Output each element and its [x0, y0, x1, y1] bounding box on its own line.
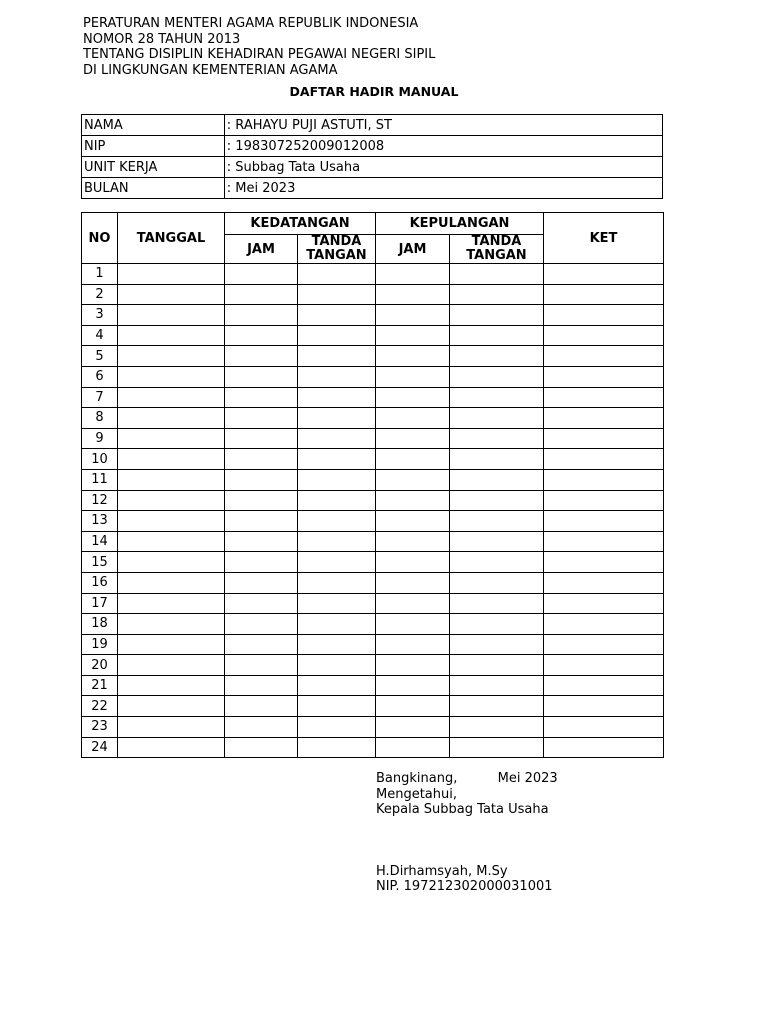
row-number: 16 — [82, 572, 118, 593]
info-row-nama — [82, 115, 663, 136]
row-number: 13 — [82, 511, 118, 532]
regulation-header — [83, 16, 435, 78]
table-cell — [225, 346, 298, 367]
row-number: 4 — [82, 325, 118, 346]
table-row — [82, 284, 664, 305]
table-cell — [118, 717, 225, 738]
table-cell — [376, 634, 450, 655]
header-ket: KET — [544, 213, 664, 264]
header-line: TENTANG DISIPLIN KEHADIRAN PEGAWAI NEGERI SIPIL — [83, 47, 436, 62]
tanda-label: TANDA — [471, 234, 522, 249]
table-cell — [118, 593, 225, 614]
table-cell — [450, 346, 544, 367]
table-cell — [118, 469, 225, 490]
info-label: BULAN — [82, 178, 225, 199]
row-number: 17 — [82, 593, 118, 614]
table-cell — [450, 469, 544, 490]
table-cell — [298, 675, 376, 696]
row-number: 7 — [82, 387, 118, 408]
attendance-rows — [82, 264, 664, 758]
table-cell — [298, 572, 376, 593]
table-cell — [544, 675, 664, 696]
table-cell — [118, 449, 225, 470]
row-number: 11 — [82, 469, 118, 490]
row-number: 14 — [82, 531, 118, 552]
table-cell — [298, 264, 376, 285]
table-cell — [450, 655, 544, 676]
table-cell — [225, 675, 298, 696]
table-cell — [118, 531, 225, 552]
table-cell — [376, 469, 450, 490]
table-cell — [225, 366, 298, 387]
table-cell — [376, 531, 450, 552]
table-cell — [118, 284, 225, 305]
table-cell — [450, 572, 544, 593]
table-row — [82, 305, 664, 326]
signer-position: Kepala Subbag Tata Usaha — [376, 802, 549, 817]
table-cell — [298, 305, 376, 326]
header-no: NO — [82, 213, 118, 264]
header-line: NOMOR 28 TAHUN 2013 — [83, 31, 241, 47]
table-cell — [376, 614, 450, 635]
table-cell — [450, 408, 544, 429]
row-number: 20 — [82, 655, 118, 676]
table-cell — [118, 655, 225, 676]
table-cell — [544, 449, 664, 470]
row-number: 15 — [82, 552, 118, 573]
table-cell — [225, 572, 298, 593]
table-cell — [298, 284, 376, 305]
table-cell — [118, 675, 225, 696]
table-cell — [376, 737, 450, 758]
table-cell — [118, 325, 225, 346]
table-cell — [225, 696, 298, 717]
table-cell — [544, 614, 664, 635]
table-row — [82, 346, 664, 367]
table-cell — [118, 428, 225, 449]
table-cell — [298, 387, 376, 408]
table-cell — [544, 346, 664, 367]
table-cell — [118, 634, 225, 655]
table-cell — [118, 346, 225, 367]
table-cell — [376, 696, 450, 717]
table-cell — [450, 449, 544, 470]
table-cell — [225, 737, 298, 758]
table-row — [82, 490, 664, 511]
table-cell — [376, 264, 450, 285]
table-cell — [544, 325, 664, 346]
table-cell — [118, 387, 225, 408]
info-label: NIP — [82, 136, 225, 157]
table-cell — [544, 284, 664, 305]
table-row — [82, 737, 664, 758]
table-cell — [544, 552, 664, 573]
table-cell — [225, 387, 298, 408]
table-cell — [450, 490, 544, 511]
info-value: : Subbag Tata Usaha — [224, 157, 662, 178]
table-cell — [544, 387, 664, 408]
table-cell — [450, 696, 544, 717]
table-cell — [450, 305, 544, 326]
table-cell — [225, 264, 298, 285]
signer-name: H.Dirhamsyah, M.Sy — [376, 863, 508, 879]
tangan-label: TANGAN — [306, 248, 367, 263]
table-cell — [544, 593, 664, 614]
row-number: 19 — [82, 634, 118, 655]
table-row — [82, 634, 664, 655]
header-tanda-tangan-kedatangan — [298, 235, 376, 264]
table-cell — [450, 634, 544, 655]
table-cell — [225, 284, 298, 305]
table-cell — [298, 511, 376, 532]
table-cell — [450, 325, 544, 346]
header-kepulangan: KEPULANGAN — [376, 213, 544, 235]
info-row-unit-kerja — [82, 157, 663, 178]
table-cell — [225, 511, 298, 532]
table-cell — [118, 572, 225, 593]
table-cell — [544, 531, 664, 552]
place-date-line — [376, 771, 558, 787]
table-row — [82, 593, 664, 614]
row-number: 5 — [82, 346, 118, 367]
table-cell — [376, 511, 450, 532]
header-jam-kepulangan: JAM — [376, 235, 450, 264]
table-cell — [225, 449, 298, 470]
table-row — [82, 655, 664, 676]
table-cell — [376, 593, 450, 614]
header-kedatangan: KEDATANGAN — [225, 213, 376, 235]
table-cell — [450, 387, 544, 408]
table-cell — [298, 634, 376, 655]
table-cell — [450, 552, 544, 573]
table-cell — [376, 428, 450, 449]
header-jam-kedatangan: JAM — [225, 235, 298, 264]
table-cell — [225, 325, 298, 346]
table-cell — [225, 634, 298, 655]
employee-info-table — [81, 114, 663, 199]
table-cell — [450, 366, 544, 387]
info-row-nip — [82, 136, 663, 157]
table-cell — [298, 366, 376, 387]
row-number: 21 — [82, 675, 118, 696]
table-cell — [450, 264, 544, 285]
table-cell — [225, 531, 298, 552]
table-cell — [544, 634, 664, 655]
table-row — [82, 717, 664, 738]
row-number: 6 — [82, 366, 118, 387]
table-row — [82, 572, 664, 593]
table-cell — [298, 346, 376, 367]
table-cell — [118, 305, 225, 326]
table-cell — [544, 511, 664, 532]
info-value: : Mei 2023 — [224, 178, 662, 199]
table-cell — [376, 408, 450, 429]
table-cell — [298, 737, 376, 758]
table-row — [82, 387, 664, 408]
row-number: 10 — [82, 449, 118, 470]
row-number: 3 — [82, 305, 118, 326]
table-cell — [450, 284, 544, 305]
table-cell — [544, 737, 664, 758]
table-cell — [225, 305, 298, 326]
table-cell — [544, 264, 664, 285]
table-cell — [225, 490, 298, 511]
table-cell — [118, 408, 225, 429]
table-cell — [298, 325, 376, 346]
table-row — [82, 428, 664, 449]
tangan-label: TANGAN — [466, 248, 527, 263]
row-number: 9 — [82, 428, 118, 449]
table-cell — [118, 614, 225, 635]
table-cell — [450, 428, 544, 449]
table-cell — [450, 511, 544, 532]
table-cell — [376, 449, 450, 470]
table-cell — [544, 572, 664, 593]
table-row — [82, 325, 664, 346]
header-line: PERATURAN MENTERI AGAMA REPUBLIK INDONESIA — [83, 16, 419, 31]
table-row — [82, 675, 664, 696]
table-cell — [118, 490, 225, 511]
table-cell — [450, 593, 544, 614]
signature-block — [376, 771, 558, 895]
table-cell — [225, 408, 298, 429]
signer-nip: NIP. 197212302000031001 — [376, 879, 553, 894]
attendance-table — [81, 212, 664, 758]
table-cell — [544, 469, 664, 490]
table-cell — [450, 614, 544, 635]
info-value: : 198307252009012008 — [224, 136, 662, 157]
table-cell — [225, 469, 298, 490]
header-tanggal: TANGGAL — [118, 213, 225, 264]
row-number: 12 — [82, 490, 118, 511]
table-cell — [298, 490, 376, 511]
table-row — [82, 531, 664, 552]
table-cell — [450, 737, 544, 758]
table-cell — [298, 593, 376, 614]
table-cell — [298, 696, 376, 717]
table-cell — [118, 511, 225, 532]
table-cell — [450, 675, 544, 696]
row-number: 23 — [82, 717, 118, 738]
table-cell — [298, 531, 376, 552]
table-cell — [118, 264, 225, 285]
table-row — [82, 449, 664, 470]
table-cell — [118, 737, 225, 758]
table-cell — [298, 552, 376, 573]
document-title: DAFTAR HADIR MANUAL — [289, 84, 459, 99]
table-cell — [118, 696, 225, 717]
table-cell — [376, 346, 450, 367]
table-cell — [225, 428, 298, 449]
table-cell — [298, 449, 376, 470]
table-cell — [225, 552, 298, 573]
table-cell — [298, 428, 376, 449]
table-cell — [298, 408, 376, 429]
table-cell — [376, 284, 450, 305]
table-cell — [376, 366, 450, 387]
table-cell — [376, 655, 450, 676]
signature-date: Mei 2023 — [497, 771, 558, 786]
header-tanda-tangan-kepulangan — [450, 235, 544, 264]
table-row — [82, 264, 664, 285]
table-cell — [544, 428, 664, 449]
table-row — [82, 511, 664, 532]
table-cell — [298, 469, 376, 490]
table-cell — [544, 305, 664, 326]
table-cell — [376, 325, 450, 346]
signature-place: Bangkinang, — [376, 771, 458, 786]
row-number: 22 — [82, 696, 118, 717]
info-label: UNIT KERJA — [82, 157, 225, 178]
table-row — [82, 696, 664, 717]
table-cell — [544, 717, 664, 738]
table-cell — [118, 552, 225, 573]
table-cell — [544, 366, 664, 387]
row-number: 24 — [82, 737, 118, 758]
table-cell — [225, 614, 298, 635]
table-row — [82, 408, 664, 429]
table-cell — [118, 366, 225, 387]
header-row-top — [82, 213, 664, 235]
acknowledged-label: Mengetahui, — [376, 786, 457, 802]
info-row-bulan — [82, 178, 663, 199]
info-label: NAMA — [82, 115, 225, 136]
table-cell — [450, 717, 544, 738]
table-cell — [376, 717, 450, 738]
tanda-label: TANDA — [311, 234, 362, 249]
table-cell — [544, 655, 664, 676]
table-cell — [376, 490, 450, 511]
row-number: 18 — [82, 614, 118, 635]
table-cell — [225, 655, 298, 676]
table-cell — [298, 614, 376, 635]
table-row — [82, 552, 664, 573]
table-cell — [376, 572, 450, 593]
info-value: : RAHAYU PUJI ASTUTI, ST — [224, 115, 662, 136]
table-cell — [376, 675, 450, 696]
row-number: 8 — [82, 408, 118, 429]
table-cell — [376, 387, 450, 408]
row-number: 2 — [82, 284, 118, 305]
table-cell — [376, 552, 450, 573]
table-cell — [544, 696, 664, 717]
table-cell — [298, 717, 376, 738]
table-cell — [298, 655, 376, 676]
table-cell — [376, 305, 450, 326]
table-row — [82, 366, 664, 387]
table-cell — [225, 717, 298, 738]
table-cell — [544, 490, 664, 511]
table-cell — [450, 531, 544, 552]
table-row — [82, 469, 664, 490]
header-line: DI LINGKUNGAN KEMENTERIAN AGAMA — [83, 62, 338, 78]
table-row — [82, 614, 664, 635]
row-number: 1 — [82, 264, 118, 285]
table-cell — [225, 593, 298, 614]
table-cell — [544, 408, 664, 429]
